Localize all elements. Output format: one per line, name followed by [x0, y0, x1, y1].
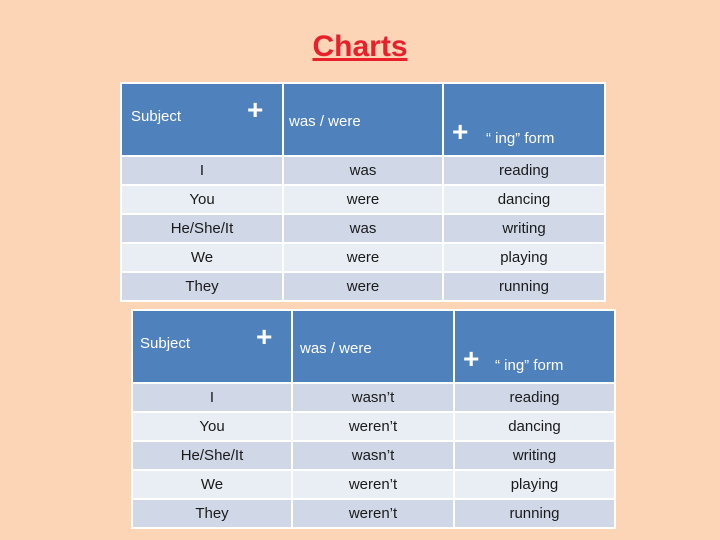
table-row [121, 214, 605, 243]
header-subject-cell [121, 83, 283, 156]
table-row [121, 272, 605, 301]
plus-sign: + [452, 116, 469, 147]
ing-cell: reading [454, 383, 615, 412]
verb-cell: were [283, 243, 443, 272]
table-header-row [132, 310, 615, 383]
plus-sign: + [256, 321, 273, 352]
subject-cell: You [132, 412, 292, 441]
page-title: Charts [312, 30, 408, 63]
verb-cell: was [283, 214, 443, 243]
table-row [121, 243, 605, 272]
ing-cell: dancing [443, 185, 605, 214]
ing-cell: writing [454, 441, 615, 470]
table-row [132, 441, 615, 470]
verb-cell: was [283, 156, 443, 185]
plus-sign: + [463, 343, 480, 374]
header-ing-cell [443, 83, 605, 156]
header-subject-label: Subject [131, 108, 182, 125]
table-row [132, 412, 615, 441]
ing-cell: writing [443, 214, 605, 243]
ing-cell: reading [443, 156, 605, 185]
subject-cell: We [121, 243, 283, 272]
ing-cell: playing [443, 243, 605, 272]
table-row [132, 383, 615, 412]
subject-cell: I [132, 383, 292, 412]
ing-cell: dancing [454, 412, 615, 441]
subject-cell: I [121, 156, 283, 185]
ing-cell: running [454, 499, 615, 528]
verb-cell: weren’t [292, 499, 454, 528]
subject-cell: They [132, 499, 292, 528]
verb-cell: were [283, 272, 443, 301]
subject-cell: You [121, 185, 283, 214]
verb-cell: wasn’t [292, 441, 454, 470]
table-row [132, 470, 615, 499]
header-ing-cell [454, 310, 615, 383]
header-verb-cell [283, 83, 443, 156]
header-verb-cell [292, 310, 454, 383]
header-verb-label: was / were [300, 340, 372, 357]
header-ing-label: “ ing” form [486, 130, 555, 147]
subject-cell: They [121, 272, 283, 301]
table-header-row [121, 83, 605, 156]
header-subject-label: Subject [140, 335, 191, 352]
header-verb-label: was / were [289, 113, 361, 130]
verb-cell: wasn’t [292, 383, 454, 412]
header-ing-label: “ ing” form [495, 357, 564, 374]
verb-cell: weren’t [292, 412, 454, 441]
ing-cell: running [443, 272, 605, 301]
plus-sign: + [247, 94, 264, 125]
ing-cell: playing [454, 470, 615, 499]
header-subject-cell [132, 310, 292, 383]
affirmative-table [120, 82, 606, 302]
table-row [132, 499, 615, 528]
subject-cell: He/She/It [121, 214, 283, 243]
subject-cell: We [132, 470, 292, 499]
table-row [121, 185, 605, 214]
table-row [121, 156, 605, 185]
negative-table [131, 309, 616, 529]
subject-cell: He/She/It [132, 441, 292, 470]
verb-cell: weren’t [292, 470, 454, 499]
verb-cell: were [283, 185, 443, 214]
